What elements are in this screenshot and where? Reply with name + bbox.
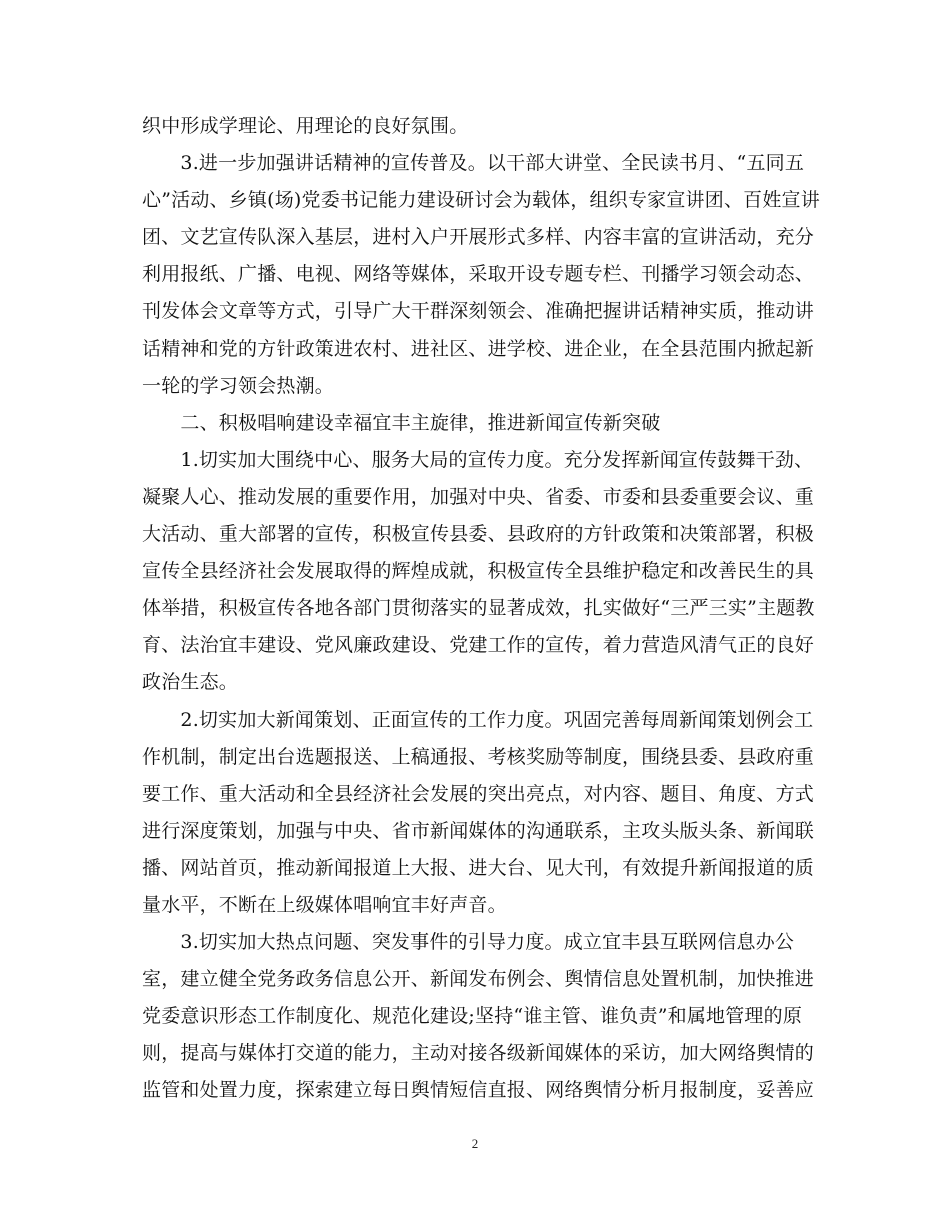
page-number: 2 — [471, 1136, 479, 1151]
text-line: 凝聚人心、推动发展的重要作用，加强对中央、省委、市委和县委重要会议、重 — [142, 485, 815, 508]
section-heading: 二、积极唱响建设幸福宜丰主旋律，推进新闻宣传新突破 — [142, 411, 661, 434]
text-line: 监管和处置力度，探索建立每日舆情短信直报、网络舆情分析月报制度，妥善应 — [142, 1079, 815, 1102]
text-line: 要工作、重大活动和全县经济社会发展的突出亮点，对内容、题目、角度、方式 — [142, 782, 815, 805]
text-line: 宣传全县经济社会发展取得的辉煌成就，积极宣传全县维护稳定和改善民生的具 — [142, 560, 815, 583]
text-line: 一轮的学习领会热潮。 — [142, 374, 335, 397]
text-line: 3.进一步加强讲话精神的宣传普及。以干部大讲堂、全民读书月、“五同五 — [142, 152, 805, 175]
text-line: 1.切实加大围绕中心、服务大局的宣传力度。充分发挥新闻宣传鼓舞干劲、 — [142, 448, 814, 471]
text-line: 育、法治宜丰建设、党风廉政建设、党建工作的宣传，着力营造风清气正的良好 — [142, 634, 815, 657]
text-line: 织中形成学理论、用理论的良好氛围。 — [142, 115, 469, 137]
text-line: 作机制，制定出台选题报送、上稿通报、考核奖励等制度，围绕县委、县政府重 — [142, 745, 815, 768]
text-line: 则，提高与媒体打交道的能力，主动对接各级新闻媒体的采访，加大网络舆情的 — [142, 1042, 815, 1065]
text-line: 室，建立健全党务政务信息公开、新闻发布例会、舆情信息处置机制，加快推进 — [142, 968, 815, 991]
document-body — [142, 108, 820, 1110]
text-line: 团、文艺宣传队深入基层，进村入户开展形式多样、内容丰富的宣讲活动，充分 — [142, 226, 815, 249]
text-line: 党委意识形态工作制度化、规范化建设;坚持“谁主管、谁负责”和属地管理的原 — [142, 1005, 803, 1028]
text-line: 3.切实加大热点问题、突发事件的引导力度。成立宜丰县互联网信息办公 — [142, 931, 795, 954]
text-line: 话精神和党的方针政策进农村、进社区、进学校、进企业，在全县范围内掀起新 — [142, 337, 815, 360]
text-line: 刊发体会文章等方式，引导广大干群深刻领会、准确把握讲话精神实质，推动讲 — [142, 300, 815, 323]
text-line: 播、网站首页，推动新闻报道上大报、进大台、见大刊，有效提升新闻报道的质 — [142, 856, 815, 879]
text-line: 进行深度策划，加强与中央、省市新闻媒体的沟通联系，主攻头版头条、新闻联 — [142, 819, 815, 842]
text-line: 心”活动、乡镇(场)党委书记能力建设研讨会为载体，组织专家宣讲团、百姓宣讲 — [142, 189, 820, 212]
text-line: 利用报纸、广播、电视、网络等媒体，采取开设专题专栏、刊播学习领会动态、 — [142, 263, 815, 286]
text-line: 体举措，积极宣传各地各部门贯彻落实的显著成效，扎实做好“三严三实”主题教 — [142, 597, 815, 620]
text-line: 政治生态。 — [142, 671, 239, 694]
text-line: 2.切实加大新闻策划、正面宣传的工作力度。巩固完善每周新闻策划例会工 — [142, 708, 814, 731]
text-line: 量水平，不断在上级媒体唱响宜丰好声音。 — [142, 893, 507, 916]
text-line: 大活动、重大部署的宣传，积极宣传县委、县政府的方针政策和决策部署，积极 — [142, 523, 815, 546]
